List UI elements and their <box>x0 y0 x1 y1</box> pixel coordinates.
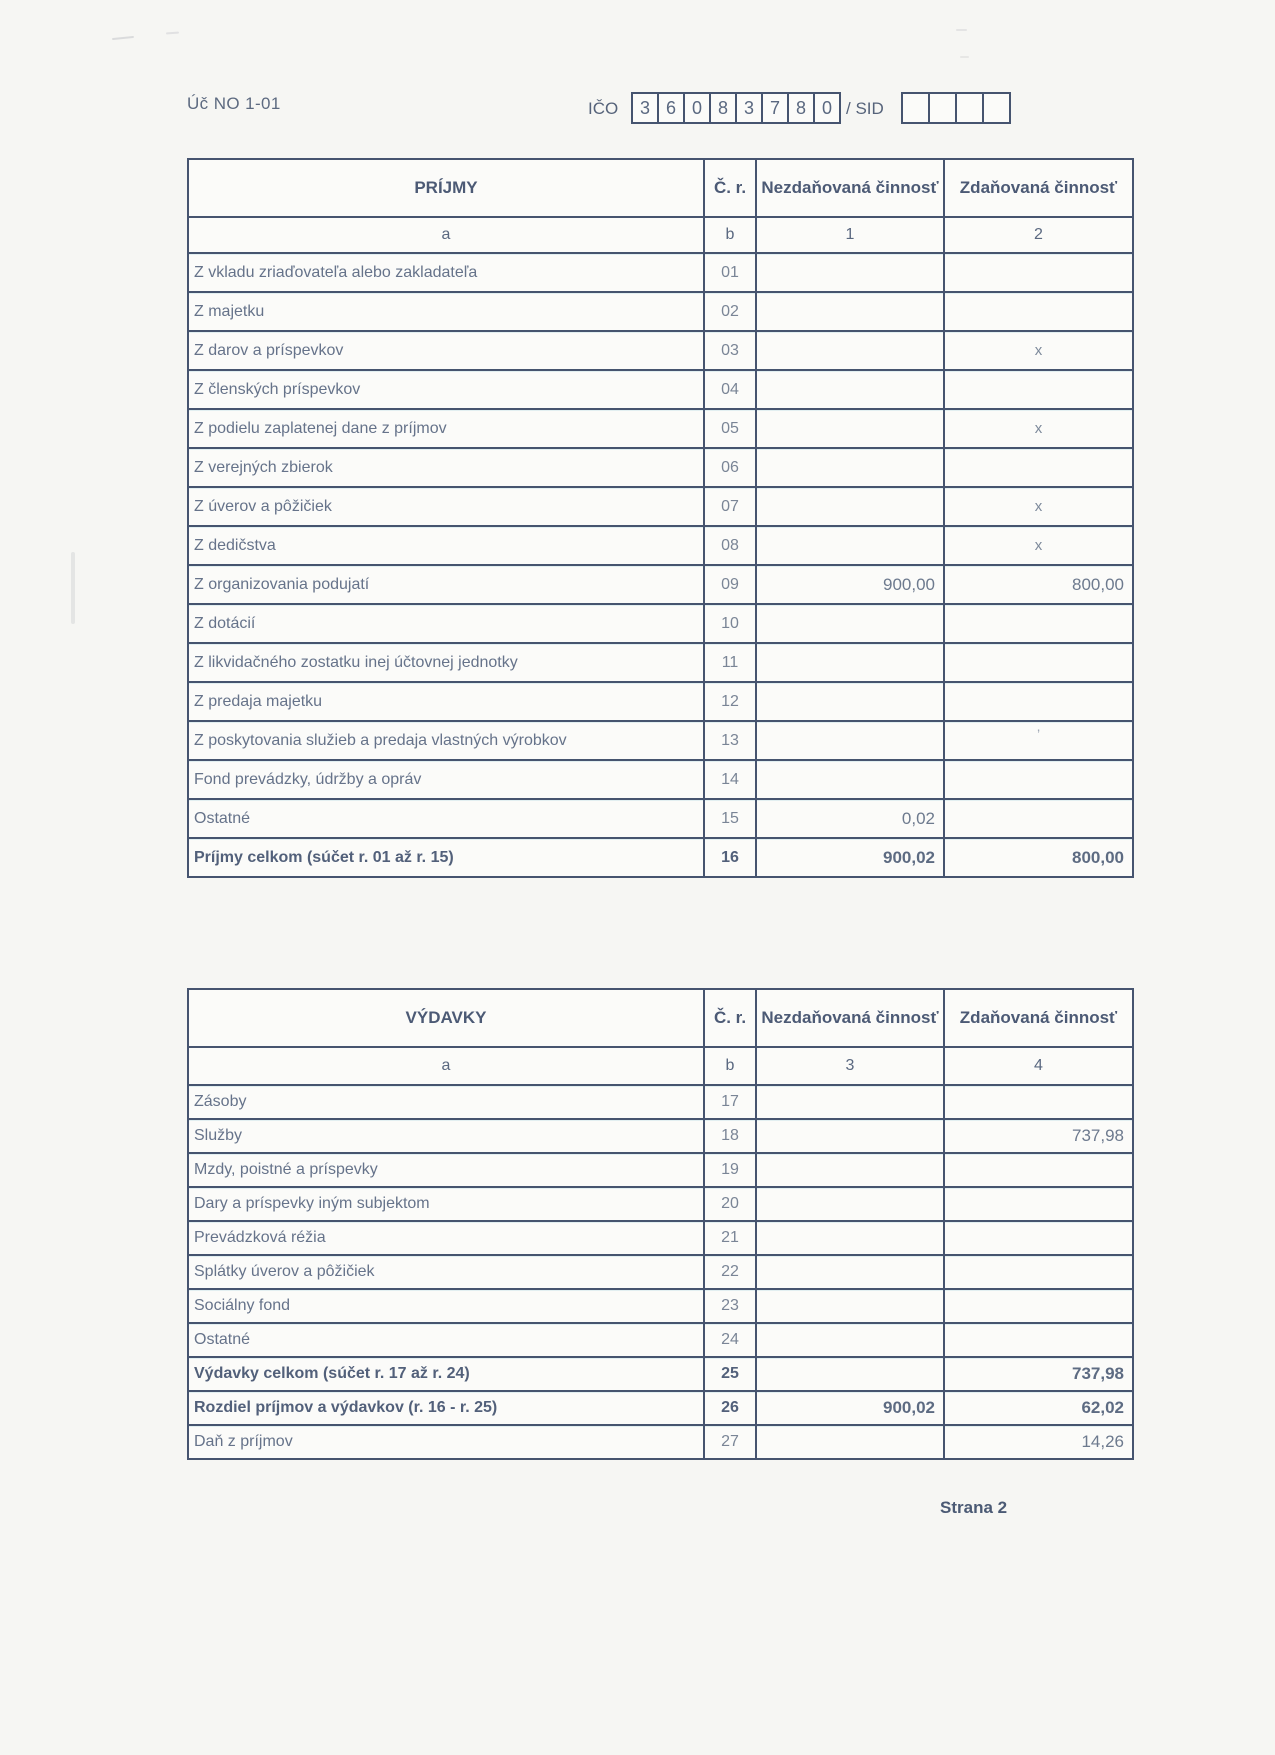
col1-header: Nezdaňovaná činnosť <box>756 989 944 1047</box>
vydavky-table <box>187 988 1134 1460</box>
table-row <box>188 1357 1133 1391</box>
row-number-cell: 15 <box>704 799 756 838</box>
value-cell <box>944 292 1133 331</box>
row-number-cell: 18 <box>704 1119 756 1153</box>
row-label-cell: Z podielu zaplatenej dane z príjmov <box>188 409 704 448</box>
row-label-cell: Z predaja majetku <box>188 682 704 721</box>
value-cell <box>756 1289 944 1323</box>
scan-artifact <box>112 36 134 40</box>
subheader-col1: 3 <box>756 1047 944 1085</box>
table-subheader-row <box>188 217 1133 253</box>
scan-artifact <box>960 56 969 58</box>
value-cell <box>756 1323 944 1357</box>
row-number-cell: 27 <box>704 1425 756 1459</box>
ico-digit-box: 0 <box>683 92 711 124</box>
row-label-cell: Rozdiel príjmov a výdavkov (r. 16 - r. 25) <box>188 1391 704 1425</box>
row-label-cell: Z majetku <box>188 292 704 331</box>
table-row <box>188 1289 1133 1323</box>
row-label-cell: Z členských príspevkov <box>188 370 704 409</box>
table-row <box>188 292 1133 331</box>
table-row <box>188 370 1133 409</box>
table-subheader-row <box>188 1047 1133 1085</box>
table-row <box>188 1391 1133 1425</box>
value-cell <box>756 1425 944 1459</box>
value-cell: 62,02 <box>944 1391 1133 1425</box>
row-number-cell: 17 <box>704 1085 756 1119</box>
row-label-cell: Z vkladu zriaďovateľa alebo zakladateľa <box>188 253 704 292</box>
row-number-cell: 05 <box>704 409 756 448</box>
ico-digit-box: 7 <box>761 92 789 124</box>
value-cell <box>944 604 1133 643</box>
table-title: VÝDAVKY <box>188 989 704 1047</box>
row-label-cell: Zásoby <box>188 1085 704 1119</box>
value-cell <box>756 1153 944 1187</box>
row-number-cell: 11 <box>704 643 756 682</box>
value-cell <box>756 760 944 799</box>
row-label-cell: Z organizovania podujatí <box>188 565 704 604</box>
value-cell <box>944 643 1133 682</box>
row-number-cell: 10 <box>704 604 756 643</box>
table-row <box>188 1255 1133 1289</box>
value-cell <box>756 721 944 760</box>
table-row <box>188 253 1133 292</box>
value-cell <box>944 1153 1133 1187</box>
row-label-cell: Dary a príspevky iným subjektom <box>188 1187 704 1221</box>
row-number-cell: 25 <box>704 1357 756 1391</box>
table-title: PRÍJMY <box>188 159 704 217</box>
value-cell <box>756 1255 944 1289</box>
row-number-cell: 04 <box>704 370 756 409</box>
table-header-row <box>188 989 1133 1047</box>
subheader-a: a <box>188 217 704 253</box>
row-number-cell: 14 <box>704 760 756 799</box>
table-row <box>188 487 1133 526</box>
subheader-b: b <box>704 217 756 253</box>
value-cell: x <box>944 409 1133 448</box>
row-label-cell: Prevádzková réžia <box>188 1221 704 1255</box>
ico-digit-box: 8 <box>709 92 737 124</box>
row-label-cell: Daň z príjmov <box>188 1425 704 1459</box>
cr-header: Č. r. <box>704 159 756 217</box>
table-row <box>188 643 1133 682</box>
value-cell <box>944 760 1133 799</box>
value-cell <box>944 370 1133 409</box>
value-cell: 14,26 <box>944 1425 1133 1459</box>
value-cell <box>756 604 944 643</box>
sid-label: / SID <box>846 99 884 118</box>
ico-digit-box: 8 <box>787 92 815 124</box>
value-cell <box>756 331 944 370</box>
row-number-cell: 01 <box>704 253 756 292</box>
table-row <box>188 1425 1133 1459</box>
row-number-cell: 21 <box>704 1221 756 1255</box>
value-cell <box>756 1085 944 1119</box>
table-row <box>188 526 1133 565</box>
value-cell <box>944 799 1133 838</box>
sid-boxes <box>901 92 1011 124</box>
value-cell <box>944 1085 1133 1119</box>
value-cell <box>944 253 1133 292</box>
row-number-cell: 24 <box>704 1323 756 1357</box>
table-row <box>188 682 1133 721</box>
row-label-cell: Z dotácií <box>188 604 704 643</box>
sid-box <box>928 92 957 124</box>
table-row <box>188 838 1133 877</box>
row-label-cell: Mzdy, poistné a príspevky <box>188 1153 704 1187</box>
value-cell: 900,00 <box>756 565 944 604</box>
table-row <box>188 760 1133 799</box>
subheader-col2: 4 <box>944 1047 1133 1085</box>
value-cell: x <box>944 526 1133 565</box>
row-label-cell: Splátky úverov a pôžičiek <box>188 1255 704 1289</box>
row-number-cell: 23 <box>704 1289 756 1323</box>
sid-box <box>982 92 1011 124</box>
row-number-cell: 03 <box>704 331 756 370</box>
scan-artifact <box>71 552 75 624</box>
value-cell <box>756 526 944 565</box>
row-number-cell: 22 <box>704 1255 756 1289</box>
subheader-a: a <box>188 1047 704 1085</box>
row-label-cell: Z dedičstva <box>188 526 704 565</box>
col1-header: Nezdaňovaná činnosť <box>756 159 944 217</box>
row-number-cell: 26 <box>704 1391 756 1425</box>
value-cell: 800,00 <box>944 838 1133 877</box>
row-number-cell: 02 <box>704 292 756 331</box>
row-number-cell: 07 <box>704 487 756 526</box>
value-cell <box>756 487 944 526</box>
table-row <box>188 448 1133 487</box>
table-row <box>188 1085 1133 1119</box>
value-cell <box>756 292 944 331</box>
value-cell <box>944 682 1133 721</box>
row-number-cell: 06 <box>704 448 756 487</box>
table-row <box>188 409 1133 448</box>
row-number-cell: 19 <box>704 1153 756 1187</box>
subheader-col2: 2 <box>944 217 1133 253</box>
value-cell <box>756 643 944 682</box>
value-cell <box>756 1187 944 1221</box>
row-number-cell: 20 <box>704 1187 756 1221</box>
table-row <box>188 604 1133 643</box>
row-label-cell: Z poskytovania služieb a predaja vlastných výrobkov <box>188 721 704 760</box>
table-row <box>188 331 1133 370</box>
value-cell <box>944 448 1133 487</box>
ico-digit-box: 0 <box>813 92 841 124</box>
value-cell: 0,02 <box>756 799 944 838</box>
row-number-cell: 12 <box>704 682 756 721</box>
value-cell <box>756 1119 944 1153</box>
ico-label: IČO <box>588 99 619 118</box>
row-label-cell: Výdavky celkom (súčet r. 17 až r. 24) <box>188 1357 704 1391</box>
value-cell: 900,02 <box>756 838 944 877</box>
scan-artifact <box>956 29 967 31</box>
value-cell <box>944 1289 1133 1323</box>
value-cell <box>756 1357 944 1391</box>
table-header-row <box>188 159 1133 217</box>
row-label-cell: Sociálny fond <box>188 1289 704 1323</box>
table-row <box>188 1187 1133 1221</box>
subheader-b: b <box>704 1047 756 1085</box>
value-cell <box>756 448 944 487</box>
value-cell <box>756 1221 944 1255</box>
ico-digit-box: 3 <box>735 92 763 124</box>
row-label-cell: Príjmy celkom (súčet r. 01 až r. 15) <box>188 838 704 877</box>
value-cell: ’ <box>944 721 1133 760</box>
row-label-cell: Z likvidačného zostatku inej účtovnej jednotky <box>188 643 704 682</box>
table-row <box>188 565 1133 604</box>
subheader-col1: 1 <box>756 217 944 253</box>
row-number-cell: 13 <box>704 721 756 760</box>
value-cell: x <box>944 487 1133 526</box>
row-label-cell: Ostatné <box>188 799 704 838</box>
ico-digit-box: 6 <box>657 92 685 124</box>
col2-header: Zdaňovaná činnosť <box>944 159 1133 217</box>
row-number-cell: 16 <box>704 838 756 877</box>
prijmy-table <box>187 158 1134 878</box>
page-number: Strana 2 <box>940 1498 1008 1517</box>
table-row <box>188 721 1133 760</box>
ico-digit-boxes <box>631 92 841 124</box>
value-cell <box>944 1323 1133 1357</box>
value-cell: 737,98 <box>944 1119 1133 1153</box>
value-cell <box>756 409 944 448</box>
row-label-cell: Fond prevádzky, údržby a opráv <box>188 760 704 799</box>
table-row <box>188 1153 1133 1187</box>
value-cell: 737,98 <box>944 1357 1133 1391</box>
col2-header: Zdaňovaná činnosť <box>944 989 1133 1047</box>
cr-header: Č. r. <box>704 989 756 1047</box>
table-row <box>188 1119 1133 1153</box>
value-cell <box>944 1187 1133 1221</box>
value-cell: 900,02 <box>756 1391 944 1425</box>
row-number-cell: 08 <box>704 526 756 565</box>
ico-digit-box: 3 <box>631 92 659 124</box>
row-label-cell: Z darov a príspevkov <box>188 331 704 370</box>
table-row <box>188 1221 1133 1255</box>
row-number-cell: 09 <box>704 565 756 604</box>
row-label-cell: Služby <box>188 1119 704 1153</box>
scan-artifact <box>166 32 179 35</box>
value-cell <box>756 370 944 409</box>
value-cell: x <box>944 331 1133 370</box>
value-cell <box>756 682 944 721</box>
sid-box <box>955 92 984 124</box>
value-cell <box>944 1255 1133 1289</box>
row-label-cell: Z úverov a pôžičiek <box>188 487 704 526</box>
value-cell <box>944 1221 1133 1255</box>
sid-box <box>901 92 930 124</box>
row-label-cell: Z verejných zbierok <box>188 448 704 487</box>
row-label-cell: Ostatné <box>188 1323 704 1357</box>
value-cell <box>756 253 944 292</box>
form-code: Úč NO 1-01 <box>187 94 281 113</box>
table-row <box>188 1323 1133 1357</box>
value-cell: 800,00 <box>944 565 1133 604</box>
table-row <box>188 799 1133 838</box>
